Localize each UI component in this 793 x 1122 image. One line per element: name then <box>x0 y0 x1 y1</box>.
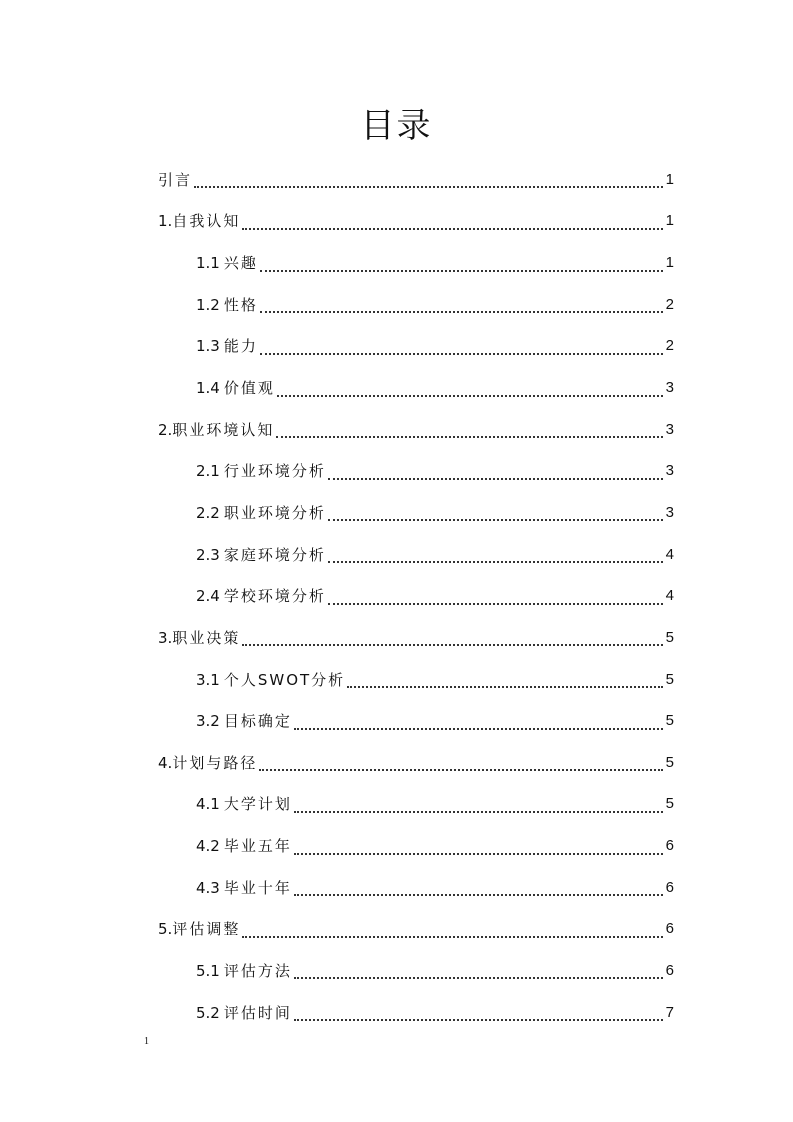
dot-leader <box>276 427 663 438</box>
toc-entry-text: 职业环境认知 <box>172 420 275 439</box>
toc-entry-page: 6 <box>665 878 674 896</box>
toc-entry-number: 1.1 <box>196 254 220 273</box>
toc-entry-text: 性格 <box>223 295 258 314</box>
toc-entry-label <box>158 420 274 440</box>
dot-leader <box>328 552 663 563</box>
toc-entry-page: 5 <box>665 795 674 813</box>
toc-entry-number: 1. <box>158 212 173 231</box>
toc-entry[interactable] <box>0 742 674 784</box>
toc-entry-page: 7 <box>665 1003 674 1021</box>
toc-entry-label <box>196 461 326 481</box>
toc-entry-text: 学校环境分析 <box>223 587 326 606</box>
toc-entry-number: 2.3 <box>196 545 220 564</box>
toc-entry-label <box>196 253 258 273</box>
toc-entry-label <box>196 961 292 981</box>
toc-entry-page: 6 <box>665 961 674 979</box>
toc-entry-number: 5.2 <box>196 1003 220 1022</box>
toc-entry[interactable] <box>0 159 674 201</box>
dot-leader <box>242 927 663 938</box>
dot-leader <box>259 760 663 771</box>
toc-entry-page: 1 <box>665 212 674 230</box>
toc-entry-page: 3 <box>665 462 674 480</box>
toc-entry-label <box>196 670 345 690</box>
toc-entry-page: 2 <box>665 295 674 313</box>
toc-entry-number: 3. <box>158 628 173 647</box>
toc-entry-text: 评估时间 <box>223 1003 292 1022</box>
toc-entry-text: 自我认知 <box>172 212 241 231</box>
toc-entry-text: 个人SWOT分析 <box>223 670 346 689</box>
toc-entry-label <box>158 919 240 939</box>
dot-leader <box>294 844 663 855</box>
toc-entry-page: 6 <box>665 837 674 855</box>
toc-entry-label <box>196 295 258 315</box>
dot-leader <box>294 802 663 813</box>
toc-entry-label <box>158 211 240 231</box>
toc-entry[interactable] <box>0 284 674 326</box>
toc-entry[interactable] <box>0 992 674 1034</box>
toc-entry-label <box>158 753 257 773</box>
toc-entry-number: 4.2 <box>196 837 220 856</box>
toc-entry[interactable] <box>0 909 674 951</box>
toc-entry-page: 3 <box>665 503 674 521</box>
toc-entry-text: 引言 <box>158 170 193 189</box>
toc-entry-text: 毕业五年 <box>223 837 292 856</box>
toc-entry[interactable] <box>0 617 674 659</box>
toc-entry[interactable] <box>0 659 674 701</box>
toc-entry-text: 能力 <box>223 337 258 356</box>
toc-entry-label <box>158 170 192 190</box>
toc-entry[interactable] <box>0 492 674 534</box>
toc-entry-page: 3 <box>665 420 674 438</box>
toc-title: 目录 <box>360 106 433 146</box>
dot-leader <box>277 386 663 397</box>
toc-entry-number: 2.2 <box>196 503 220 522</box>
toc-entry-number: 4.3 <box>196 878 220 897</box>
toc-entry-number: 4. <box>158 753 173 772</box>
toc-entry[interactable] <box>0 950 674 992</box>
toc-entry-label <box>196 836 292 856</box>
toc-entry[interactable] <box>0 575 674 617</box>
dot-leader <box>194 177 663 188</box>
toc-entry-number: 2.1 <box>196 462 220 481</box>
toc-entry-page: 4 <box>665 587 674 605</box>
toc-entry-label <box>196 586 326 606</box>
dot-leader <box>242 219 663 230</box>
toc-entry-text: 行业环境分析 <box>223 462 326 481</box>
toc-entry-label <box>196 1003 292 1023</box>
toc-entry[interactable] <box>0 326 674 368</box>
dot-leader <box>328 510 663 521</box>
toc-entry-number: 3.2 <box>196 712 220 731</box>
toc-entry-label <box>158 628 240 648</box>
toc-entry-page: 3 <box>665 379 674 397</box>
toc-entry[interactable] <box>0 825 674 867</box>
toc-entry-page: 5 <box>665 712 674 730</box>
toc-entry-text: 评估方法 <box>223 961 292 980</box>
toc-entry-text: 家庭环境分析 <box>223 545 326 564</box>
toc-entry-number: 1.4 <box>196 379 220 398</box>
toc-entry[interactable] <box>0 784 674 826</box>
toc-entry[interactable] <box>0 700 674 742</box>
dot-leader <box>294 885 663 896</box>
toc-entry-number: 2.4 <box>196 587 220 606</box>
toc-entry-page: 5 <box>665 628 674 646</box>
dot-leader <box>294 1010 663 1021</box>
toc-entry-label <box>196 545 326 565</box>
toc-entry-text: 目标确定 <box>223 712 292 731</box>
toc-entry-number: 3.1 <box>196 670 220 689</box>
toc-entry-number: 1.3 <box>196 337 220 356</box>
toc-entry[interactable] <box>0 242 674 284</box>
dot-leader <box>347 677 663 688</box>
toc-entry[interactable] <box>0 534 674 576</box>
toc-entry-number: 5. <box>158 920 173 939</box>
toc-entry-label <box>196 711 292 731</box>
toc-entry-page: 2 <box>665 337 674 355</box>
toc-entry[interactable] <box>0 867 674 909</box>
toc-entry-page: 5 <box>665 753 674 771</box>
toc-entry[interactable] <box>0 367 674 409</box>
toc-entry-page: 6 <box>665 920 674 938</box>
toc-entry-text: 兴趣 <box>223 254 258 273</box>
dot-leader <box>260 344 663 355</box>
toc-entry-text: 毕业十年 <box>223 878 292 897</box>
toc-entry[interactable] <box>0 409 674 451</box>
footer-page-number: 1 <box>144 1036 149 1047</box>
toc-entry-label <box>196 378 275 398</box>
toc-entry-page: 4 <box>665 545 674 563</box>
toc-entry-number: 4.1 <box>196 795 220 814</box>
toc-entry-page: 5 <box>665 670 674 688</box>
toc-entry-text: 评估调整 <box>172 920 241 939</box>
toc-entry-text: 职业环境分析 <box>223 503 326 522</box>
toc-entry-number: 5.1 <box>196 961 220 980</box>
toc-entry-text: 职业决策 <box>172 628 241 647</box>
table-of-contents <box>0 159 793 1033</box>
toc-entry-text: 计划与路径 <box>172 753 258 772</box>
toc-entry-text: 价值观 <box>223 379 275 398</box>
toc-entry-text: 大学计划 <box>223 795 292 814</box>
toc-entry-number: 1.2 <box>196 295 220 314</box>
toc-entry-label <box>196 878 292 898</box>
toc-entry-label <box>196 503 326 523</box>
dot-leader <box>328 469 663 480</box>
dot-leader <box>242 635 663 646</box>
toc-entry-number: 2. <box>158 420 173 439</box>
toc-entry[interactable] <box>0 450 674 492</box>
dot-leader <box>260 302 663 313</box>
toc-entry-page: 1 <box>665 170 674 188</box>
dot-leader <box>294 719 663 730</box>
dot-leader <box>328 594 663 605</box>
toc-entry-page: 1 <box>665 254 674 272</box>
toc-entry-label <box>196 794 292 814</box>
toc-entry[interactable] <box>0 201 674 243</box>
dot-leader <box>294 968 663 979</box>
dot-leader <box>260 261 663 272</box>
toc-entry-label <box>196 336 258 356</box>
